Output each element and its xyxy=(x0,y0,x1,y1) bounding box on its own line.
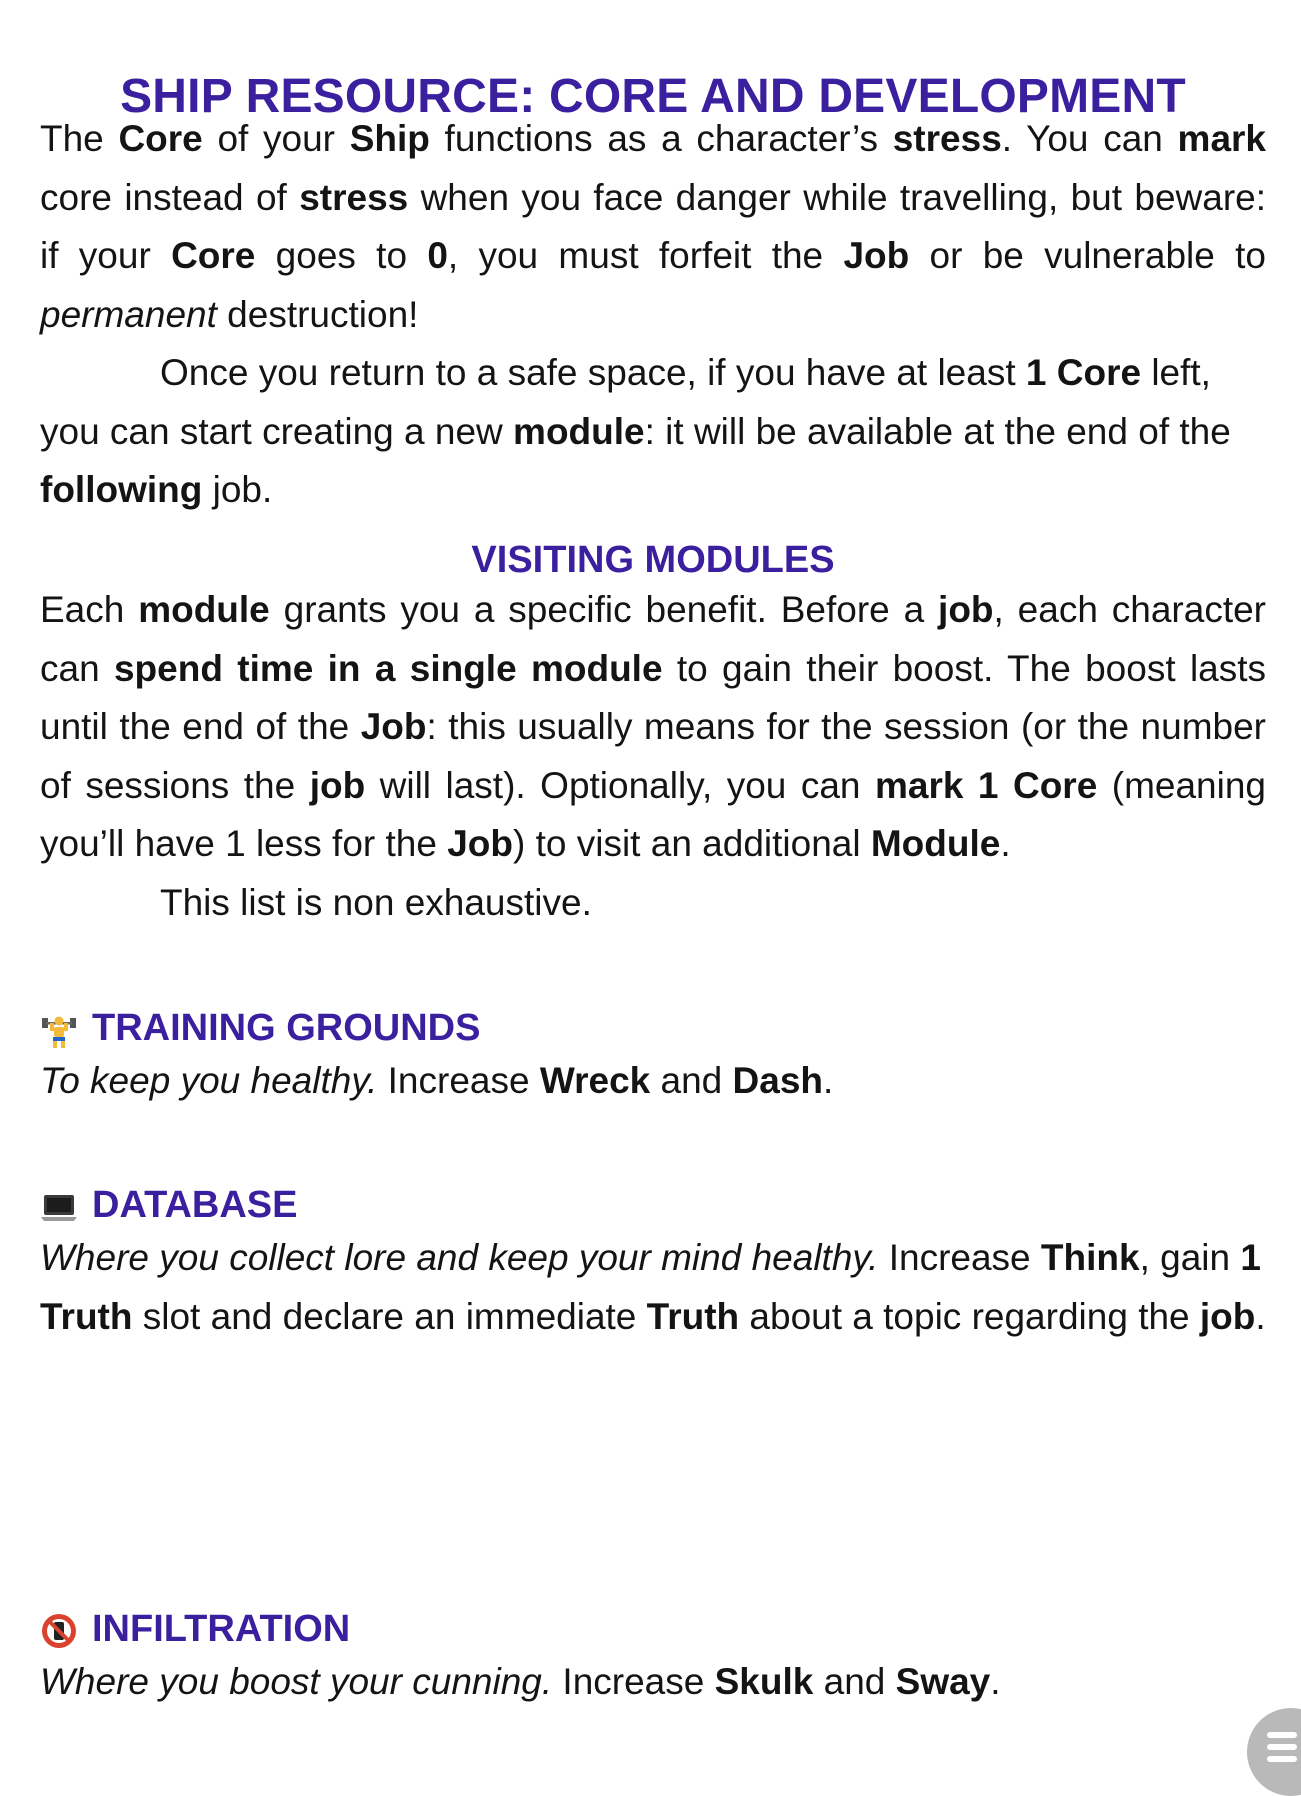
text-run: about a topic regarding the xyxy=(739,1295,1200,1337)
training-grounds-title: TRAINING GROUNDS xyxy=(92,1007,481,1049)
text-run: mark 1 Core xyxy=(874,764,1098,806)
menu-fab-button[interactable] xyxy=(1247,1708,1301,1796)
text-run: Job xyxy=(360,706,427,747)
visiting-paragraph-1 xyxy=(40,581,1266,874)
text-run: Where you boost your cunning. xyxy=(40,1661,553,1702)
infiltration-title: INFILTRATION xyxy=(92,1608,351,1650)
text-run: following xyxy=(40,469,203,510)
text-run: job xyxy=(938,589,994,630)
infiltration-text xyxy=(40,1653,1266,1712)
menu-icon xyxy=(1267,1732,1297,1738)
text-run: ) to visit an additional xyxy=(513,823,871,864)
text-run: Once you return to a safe space, if you have at least xyxy=(160,352,1026,393)
text-run: Job xyxy=(447,823,513,864)
text-run: : this usually means for the session (or the number of sessions the xyxy=(40,706,1266,806)
text-run: 1 Core xyxy=(1025,352,1142,393)
text-run: Job xyxy=(843,235,910,276)
training-grounds-description xyxy=(40,1052,1266,1111)
text-run: . xyxy=(990,1661,1001,1702)
database-title: DATABASE xyxy=(92,1184,298,1226)
text-run: Increase xyxy=(377,1060,540,1101)
text-run: Sway xyxy=(895,1661,991,1702)
text-run: of your xyxy=(202,118,350,159)
text-run: stress xyxy=(299,176,409,218)
text-run: Core xyxy=(171,235,256,276)
laptop-icon xyxy=(40,1186,78,1224)
training-grounds-text xyxy=(40,1052,1266,1111)
text-run: destruction! xyxy=(216,293,419,335)
text-run: Skulk xyxy=(714,1661,814,1702)
text-run: left, you can start creating a new xyxy=(40,352,1211,452)
text-run: job. xyxy=(202,469,273,510)
database-text xyxy=(40,1229,1266,1346)
text-run: Ship xyxy=(349,118,430,159)
text-run: 0 xyxy=(427,235,448,276)
text-run: goes to xyxy=(255,235,428,276)
text-run: . xyxy=(1000,823,1011,864)
text-run: grants you a specific benefit. Before a xyxy=(269,589,939,630)
text-run: permanent xyxy=(40,293,217,335)
text-run: core instead of xyxy=(40,176,300,218)
text-run: or be vulnerable to xyxy=(909,235,1267,276)
visiting-modules-heading: VISITING MODULES xyxy=(471,539,835,581)
text-run: . xyxy=(823,1060,834,1101)
text-run: : it will be available at the end of the xyxy=(644,410,1231,452)
text-run: functions as a character’s xyxy=(429,118,893,159)
text-run: , each character can xyxy=(40,589,1266,689)
no-phones-icon xyxy=(40,1610,78,1648)
text-run: mark xyxy=(1177,118,1266,159)
text-run: , you must forfeit the xyxy=(447,235,844,276)
intro-paragraph-1 xyxy=(40,110,1266,344)
intro-section xyxy=(40,110,1266,520)
page-title: SHIP RESOURCE: CORE AND DEVELOPMENT xyxy=(120,70,1186,123)
database-description xyxy=(40,1229,1266,1346)
text-run: spend time in a single module xyxy=(113,647,663,689)
text-run: module xyxy=(138,589,270,630)
infiltration-heading xyxy=(40,1601,350,1657)
text-run: Think xyxy=(1040,1237,1140,1278)
visiting-paragraph-2: This list is non exhaustive. xyxy=(160,881,592,923)
text-run: to gain their boost. The boost lasts until the end of the xyxy=(40,647,1267,747)
text-run: Where you collect lore and keep your mind healthy. xyxy=(40,1237,879,1278)
infiltration-description xyxy=(40,1653,1266,1712)
text-run: and xyxy=(650,1060,733,1101)
text-run: job xyxy=(309,764,366,806)
intro-paragraph-2 xyxy=(40,344,1266,520)
text-run: module xyxy=(513,410,645,452)
text-run: Increase xyxy=(552,1661,715,1702)
text-run: , gain xyxy=(1139,1237,1241,1278)
text-run: To keep you healthy. xyxy=(40,1060,378,1101)
text-run: when you face danger while travelling, but beware: if your xyxy=(40,176,1267,276)
text-run: will last). Optionally, you can xyxy=(365,764,875,806)
text-run: Module xyxy=(870,823,1001,864)
text-run: . You can xyxy=(1001,118,1178,159)
text-run: Truth xyxy=(646,1295,740,1337)
text-run: job xyxy=(1199,1295,1256,1337)
text-run: The xyxy=(40,118,119,159)
database-heading xyxy=(40,1177,297,1233)
text-run: 1 Truth xyxy=(40,1237,1261,1337)
text-run: . xyxy=(1255,1295,1266,1337)
text-run: and xyxy=(813,1661,896,1702)
text-run: Wreck xyxy=(539,1060,651,1101)
text-run: Dash xyxy=(732,1060,824,1101)
text-run: (meaning you’ll have 1 less for the xyxy=(40,764,1267,864)
training-grounds-heading xyxy=(40,1000,480,1056)
text-run: Increase xyxy=(878,1237,1041,1278)
text-run: Core xyxy=(118,118,203,159)
text-run: Each xyxy=(40,589,139,630)
visiting-section xyxy=(40,581,1266,932)
text-run: slot and declare an immediate xyxy=(132,1295,647,1337)
text-run: stress xyxy=(892,118,1002,159)
weightlifter-icon xyxy=(40,1009,78,1047)
